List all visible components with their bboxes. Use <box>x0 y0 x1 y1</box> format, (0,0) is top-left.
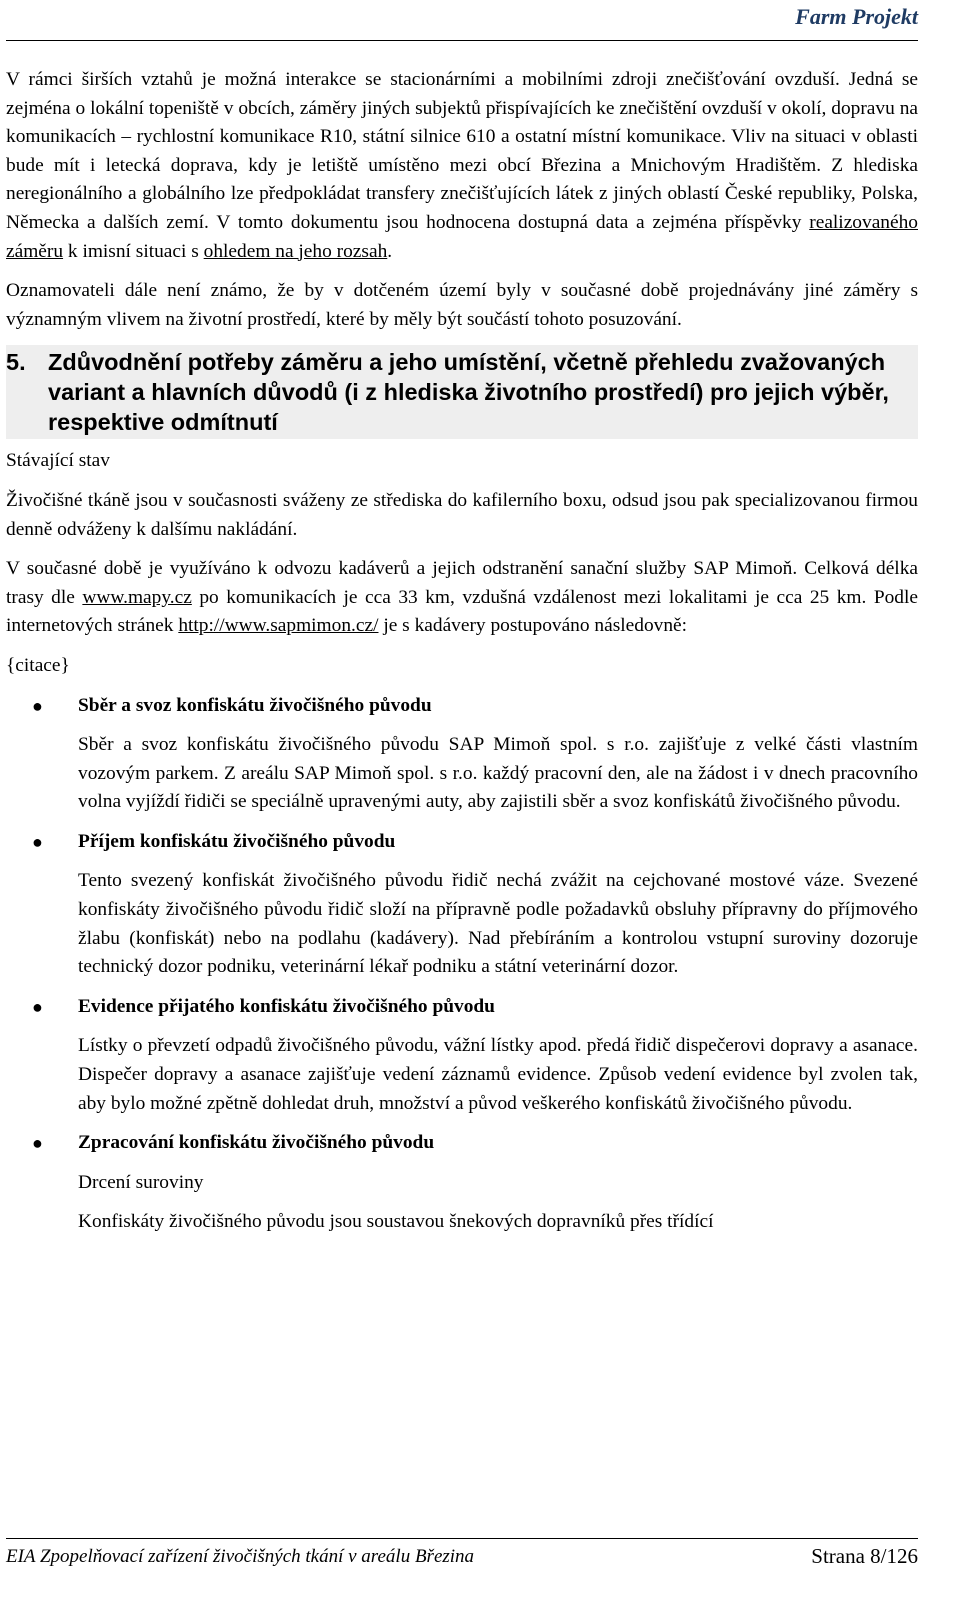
section-number: 5. <box>6 349 26 376</box>
link-mapy[interactable]: www.mapy.cz <box>82 586 192 608</box>
list-item <box>6 692 918 817</box>
bullet-icon: ● <box>32 695 43 716</box>
list-item <box>6 1129 918 1237</box>
text-run: V současné době je využíváno k odvozu kadáverů a jejich odstranění sanační služby SAP Mimoň. Celková délka trasy dle <box>6 558 918 608</box>
citation-placeholder: {citace} <box>6 654 70 676</box>
text-run: V rámci širších vztahů je možná interakce se stacionárními a mobilními zdroji znečišťování ovzduší. Jedná se zejména o lokální topeniště v obcích, záměry jiných subjektů přispívajících ke znečištění ovzduší v okolí, dopravu na komunikacích – rychlostní komunikace R10, státní silnice 610 a ostatní místní komunikace. Vliv na situaci v oblasti bude mít i letecká doprava, kdy je letiště umístěno mezi obcí Březina a Mnichovým Hradištěm. Z hlediska neregionálního a globálního lze předpokládat transfery znečišťujících látek z jiných oblastí České republiky, Polska, Německa a dalších zemí. V tomto dokumentu jsou hodnocena dostupná data a zejména příspěvky <box>6 69 918 233</box>
header-title: Farm Projekt <box>795 4 918 29</box>
intro-paragraph-1 <box>6 66 918 266</box>
text-run: je s kadávery postupováno následovně: <box>378 615 688 637</box>
list-item-heading: Evidence přijatého konfiskátu živočišného původu <box>78 995 495 1017</box>
underlined-phrase: ohledem na jeho rozsah <box>203 240 388 262</box>
list-item-heading: Zpracování konfiskátu živočišného původu <box>78 1132 435 1154</box>
current-state-paragraph-1: Živočišné tkáně jsou v současnosti sváženy ze střediska do kafilerního boxu, odsud jsou pak specializovanou firmou denně odváženy k dalšímu nakládání. <box>6 489 918 540</box>
intro-paragraph-2: Oznamovateli dále není známo, že by v dotčeném území byly v současné době projednávány jiné záměry s významným vlivem na životní prostředí, které by měly být součástí tohoto posuzování. <box>6 280 918 330</box>
list-item-text: Drcení suroviny <box>78 1171 204 1193</box>
list-item-text: Sběr a svoz konfiskátu živočišného původu SAP Mimoň spol. s r.o. zajišťuje z velké části vlastním vozovým parkem. Z areálu SAP Mimoň spol. s r.o. každý pracovní den, ale na žádost i v dnech pracovního volna vyjíždí řidiči se speciálně upravenými auty, aby zajistili sběr a svoz konfiskátů živočišného původu. <box>78 734 918 813</box>
list-item <box>6 993 918 1118</box>
list-item-heading: Příjem konfiskátu živočišného původu <box>78 830 396 852</box>
page-number: Strana 8/126 <box>811 1544 918 1568</box>
subsection-heading: Stávající stav <box>6 450 110 472</box>
list-item <box>6 828 918 982</box>
bullet-icon: ● <box>32 996 43 1017</box>
bullet-icon: ● <box>32 831 43 852</box>
list-item-text: Konfiskáty živočišného původu jsou soustavou šnekových dopravníků přes třídící <box>78 1211 714 1233</box>
underlined-phrase: realizovaného záměru <box>6 211 918 262</box>
list-item-heading: Sběr a svoz konfiskátu živočišného původu <box>78 694 432 716</box>
footer-document-title: EIA Zpopelňovací zařízení živočišných tkání v areálu Březina <box>6 1546 475 1567</box>
process-list <box>6 692 918 1238</box>
footer-divider <box>6 1538 918 1539</box>
current-state-paragraph-2 <box>6 555 918 641</box>
text-run: . <box>387 240 393 262</box>
text-run: po komunikacích je cca 33 km, vzdušná vzdálenost mezi lokalitami je cca 25 km. Podle internetových stránek <box>6 586 918 637</box>
bullet-icon: ● <box>32 1133 43 1154</box>
section-title: Zdůvodnění potřeby záměru a jeho umístění, včetně přehledu zvažovaných variant a hlavních důvodů (i z hlediska životního prostředí) pro jejich výběr, respektive odmítnutí <box>48 349 889 436</box>
list-item-text: Tento svezený konfiskát živočišného původu řidič nechá zvážit na cejchované mostové váze. Svezené konfiskáty živočišného původu řidič složí na přípravně podle požadavků obsluhy přípravny do příjmového žlabu (konfiskát) nebo na podlahu (kadávery). Nad přebíráním a kontrolou vstupní suroviny dozoruje technický dozor podniku, veterinární lékař podniku a státní veterinární dozor. <box>78 870 918 978</box>
header-divider <box>6 40 918 41</box>
text-run: k imisní situaci s <box>63 240 204 262</box>
link-sapmimon[interactable]: http://www.sapmimon.cz/ <box>178 615 379 637</box>
page-content <box>6 66 918 1248</box>
list-item-text: Lístky o převzetí odpadů živočišného původu, vážní lístky apod. předá řidič dispečerovi dopravy a asanace. Dispečer dopravy a asanace zajišťuje vedení záznamů evidence. Způsob vedení evidence byl zvolen tak, aby bylo možné zpětně dohledat druh, množství a původ veškerého konfiskátů živočišného původu. <box>78 1035 918 1114</box>
section-heading <box>6 345 918 439</box>
